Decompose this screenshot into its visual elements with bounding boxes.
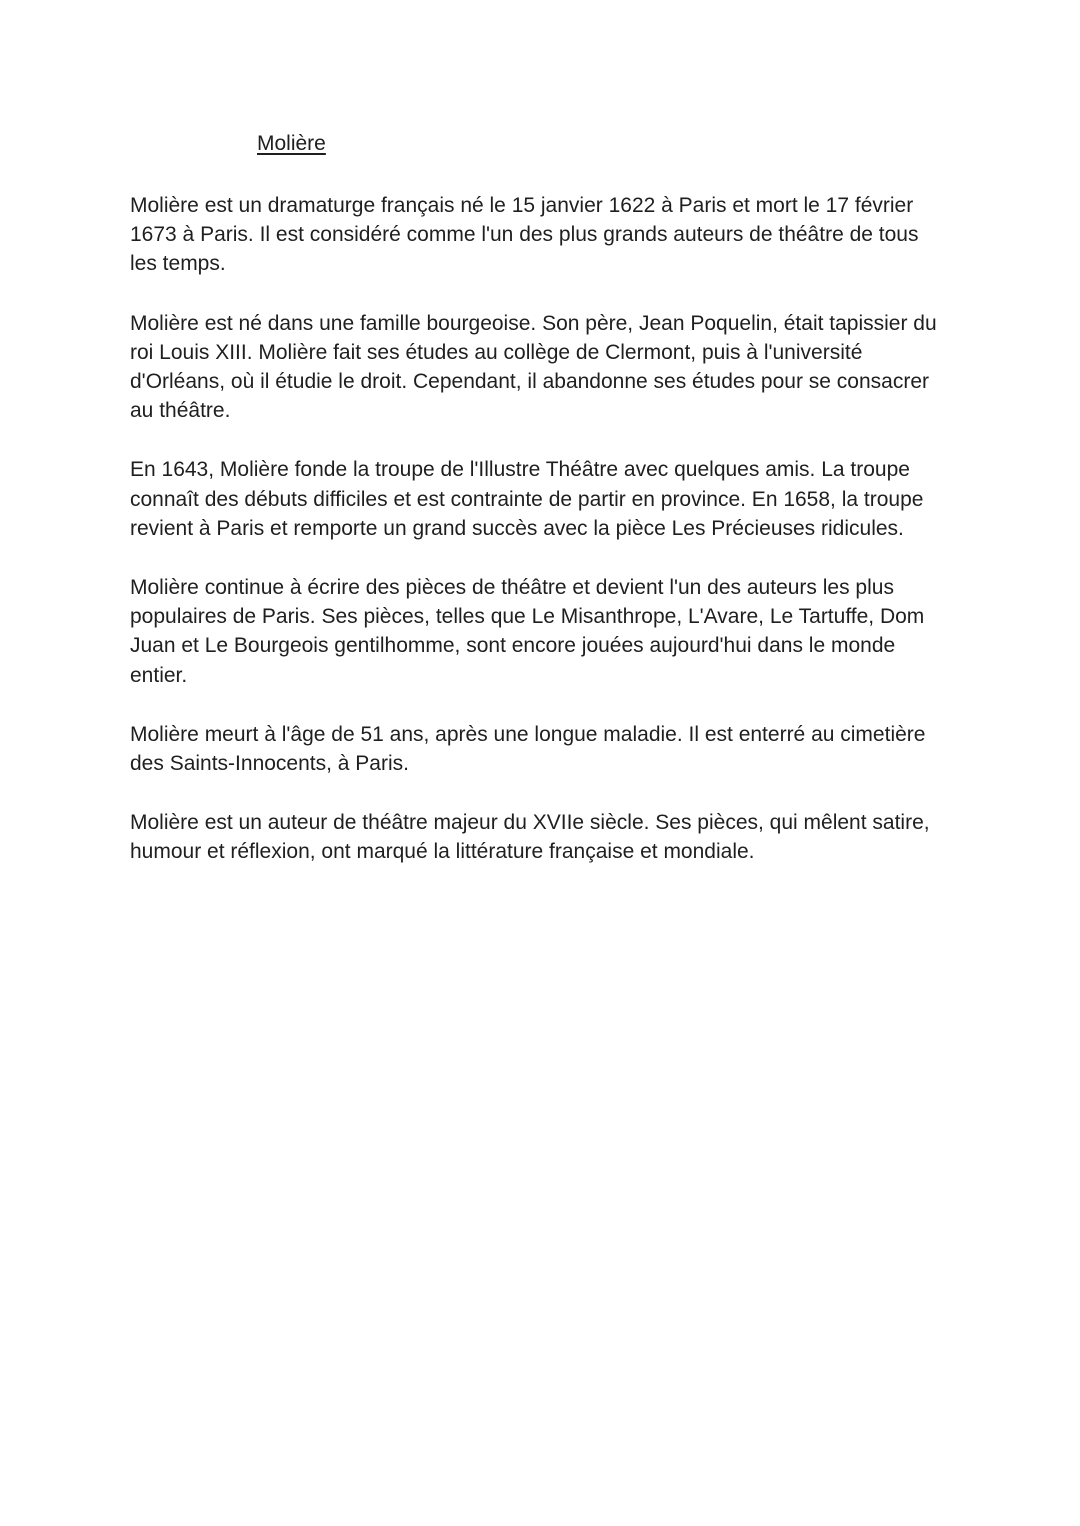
document-body: [130, 191, 950, 897]
paragraph-troupe: En 1643, Molière fonde la troupe de l'Illustre Théâtre avec quelques amis. La troupe connaît des débuts difficiles et est contrainte de partir en province. En 1658, la troupe revient à Paris et remporte un grand succès avec la pièce Les Précieuses ridicules.: [130, 458, 924, 540]
paragraph-conclusion: Molière est un auteur de théâtre majeur du XVIIe siècle. Ses pièces, qui mêlent satire, humour et réflexion, ont marqué la littérature française et mondiale.: [130, 811, 930, 864]
paragraph-early-life: Molière est né dans une famille bourgeoise. Son père, Jean Poquelin, était tapissier du roi Louis XIII. Molière fait ses études au collège de Clermont, puis à l'université d'Orléans, où il étudie le droit. Cependant, il abandonne ses études pour se consacrer au théâtre.: [130, 311, 937, 423]
document-title: Molière: [257, 132, 326, 155]
paragraph-intro: Molière est un dramaturge français né le 15 janvier 1622 à Paris et mort le 17 février 1673 à Paris. Il est considéré comme l'un des plus grands auteurs de théâtre de tous les temps.: [130, 194, 919, 276]
paragraph-works: Molière continue à écrire des pièces de théâtre et devient l'un des auteurs les plus populaires de Paris. Ses pièces, telles que Le Misanthrope, L'Avare, Le Tartuffe, Dom Juan et Le Bourgeois gentilhomme, sont encore jouées aujourd'hui dans le monde entier.: [130, 576, 925, 687]
paragraph-death: Molière meurt à l'âge de 51 ans, après une longue maladie. Il est enterré au cimetière des Saints-Innocents, à Paris.: [130, 722, 926, 776]
